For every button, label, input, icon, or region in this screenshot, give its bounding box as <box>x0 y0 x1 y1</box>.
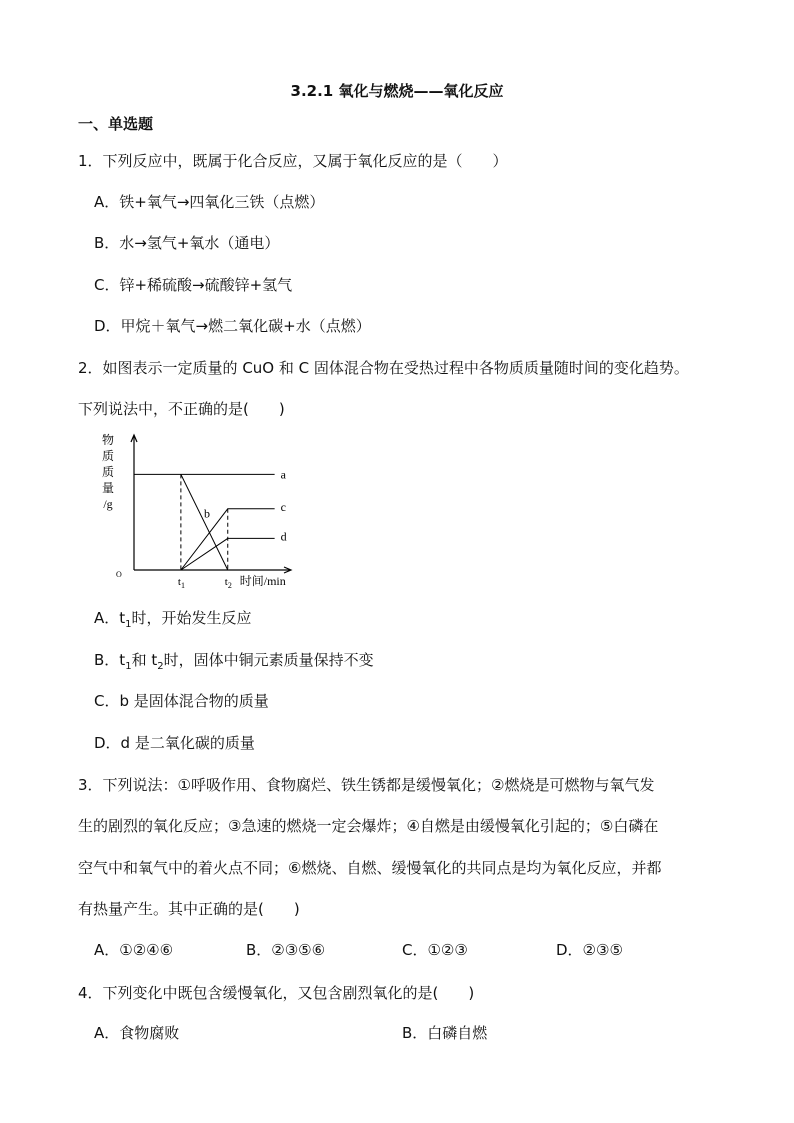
question-3-stem-line1: 3．下列说法：①呼吸作用、食物腐烂、铁生锈都是缓慢氧化；②燃烧是可燃物与氧气发 <box>78 776 655 794</box>
question-2-stem-line1: 2．如图表示一定质量的 CuO 和 C 固体混合物在受热过程中各物质质量随时间的变化趋势。 <box>78 359 689 377</box>
y-axis-label-part: 质 <box>101 465 115 479</box>
question-3-stem-line3: 空气中和氧气中的着火点不同；⑥燃烧、自燃、缓慢氧化的共同点是均为氧化反应，并都 <box>78 859 662 877</box>
series-label-a: a <box>280 467 286 482</box>
x-tick-label: $t_1$ <box>177 576 185 590</box>
mass-time-chart <box>96 430 296 592</box>
q1-option-c: C．锌+稀硫酸→硫酸锌+氢气 <box>94 276 293 294</box>
q1-option-d: D．甲烷＋氧气→燃二氧化碳+水（点燃） <box>94 317 371 335</box>
series-label-b: b <box>203 506 210 521</box>
page-title: 3.2.1 氧化与燃烧——氧化反应 <box>290 82 504 100</box>
q3-option-a: A．①②④⑥ <box>94 941 174 959</box>
question-3-stem-line2: 生的剧烈的氧化反应；③急速的燃烧一定会爆炸；④自燃是由缓慢氧化引起的；⑤白磷在 <box>78 817 659 835</box>
question-2-stem-line2: 下列说法中，不正确的是( ) <box>78 400 285 418</box>
y-axis-label-part: 物 <box>101 433 115 447</box>
y-axis-label-part: 质 <box>101 449 115 463</box>
origin-label: O <box>116 570 122 579</box>
q4-option-a: A．食物腐败 <box>94 1024 180 1042</box>
y-axis-label-part: 量 <box>101 481 115 495</box>
q2-option-b: B．$t_1$和 $t_2$时，固体中铜元素质量保持不变 <box>94 651 374 672</box>
question-4-stem: 4．下列变化中既包含缓慢氧化，又包含剧烈氧化的是( ) <box>78 984 475 1002</box>
series-line-b <box>181 474 228 570</box>
q3-option-b: B．②③⑤⑥ <box>246 941 326 959</box>
section-heading: 一、单选题 <box>78 115 154 133</box>
chart-svg <box>96 430 296 592</box>
x-tick-subscript: 1 <box>180 581 185 590</box>
q1-option-a: A．铁+氧气→四氧化三铁（点燃） <box>94 193 325 211</box>
x-axis-label: 时间/min <box>239 574 286 588</box>
q2-option-a: A．$t_1$时，开始发生反应 <box>94 609 252 630</box>
q2-option-c: C．b 是固体混合物的质量 <box>94 692 269 710</box>
q1-option-b: B．水→氢气+氧水（通电） <box>94 234 280 252</box>
x-tick-subscript: 2 <box>227 581 232 590</box>
q2-option-d: D．d 是二氧化碳的质量 <box>94 734 255 752</box>
q3-option-c: C．①②③ <box>402 941 468 959</box>
y-axis-label-part: /g <box>103 497 113 511</box>
q4-option-b: B．白磷自燃 <box>402 1024 488 1042</box>
series-label-c: c <box>280 499 286 514</box>
question-3-stem-line4: 有热量产生。其中正确的是( ) <box>78 900 300 918</box>
q3-option-d: D．②③⑤ <box>556 941 623 959</box>
series-label-d: d <box>280 529 287 544</box>
question-1-stem: 1．下列反应中，既属于化合反应，又属于氧化反应的是（ ） <box>78 152 508 170</box>
x-tick-label: $t_2$ <box>224 576 232 590</box>
